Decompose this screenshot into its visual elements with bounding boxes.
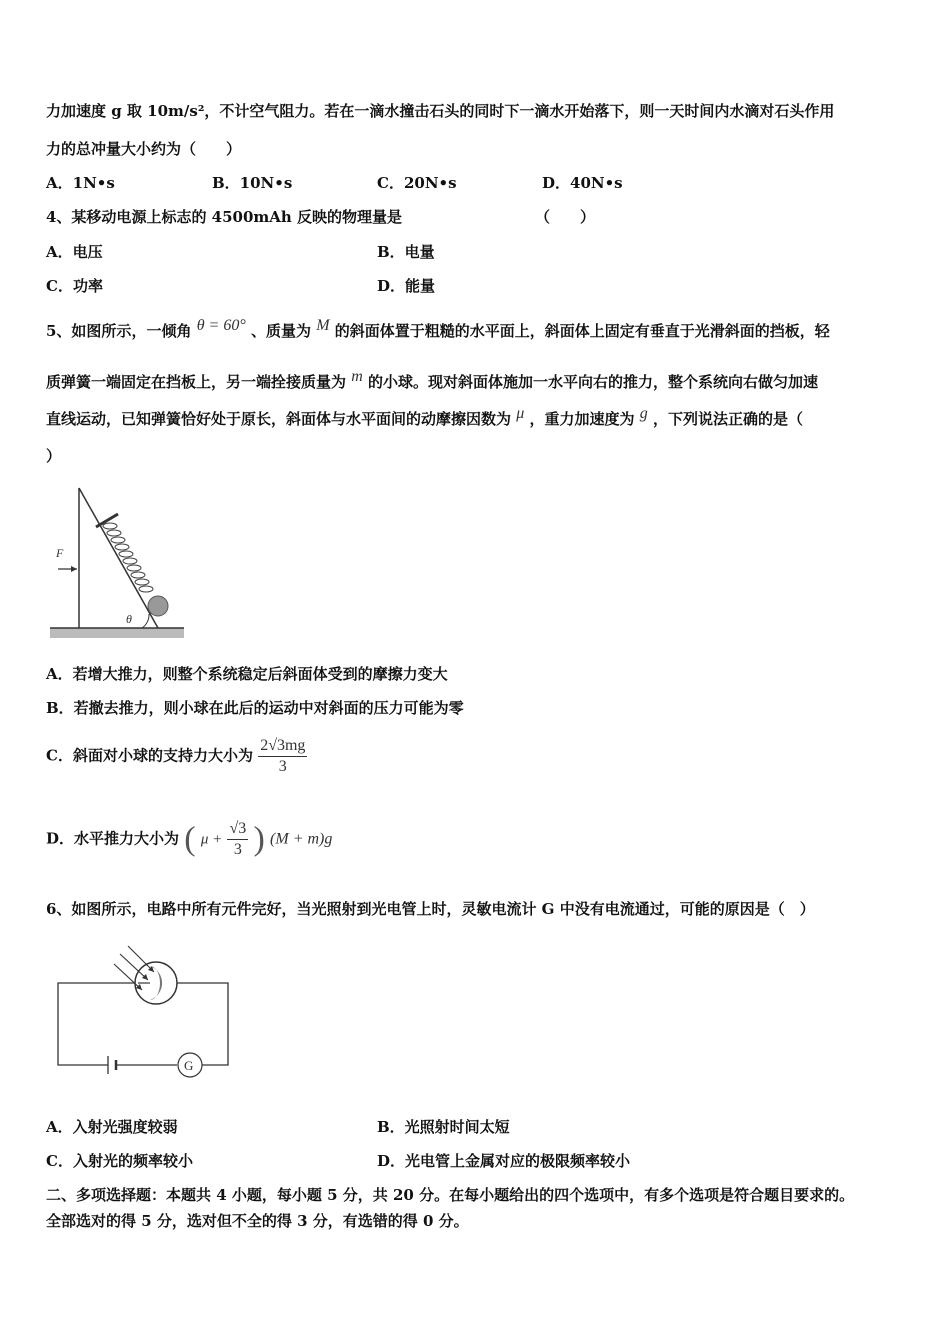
force-arrow-head	[71, 566, 77, 572]
q4-answer-paren: （ ）	[535, 208, 596, 226]
mass-m: m	[351, 368, 363, 385]
q5-stem-line1: 5、如图所示，一倾角 θ = 60° 、质量为 M 的斜面体置于粗糙的水平面上，斜面体上固定有垂直于光滑斜面的挡板，轻	[46, 317, 830, 340]
theta-value: θ = 60°	[196, 317, 246, 334]
q4-option-a[interactable]: A．电压	[46, 243, 103, 261]
q4-option-d[interactable]: D．能量	[377, 277, 436, 295]
q5-option-d-fraction: $\frac{√3}{3}$	[229, 820, 247, 858]
g-symbol: g	[639, 405, 648, 422]
incline-slope	[79, 488, 158, 628]
q5-option-a[interactable]: A．若增大推力，则整个系统稳定后斜面体受到的摩擦力变大	[46, 665, 448, 683]
q5-stem-line2: 质弹簧一端固定在挡板上，另一端拴接质量为 m 的小球。现对斜面体施加一水平向右的推力，整个系统向右做匀加速	[46, 368, 819, 391]
q4-stem: 4、某移动电源上标志的 4500mAh 反映的物理量是	[46, 208, 403, 226]
ball	[148, 596, 168, 616]
q3-stem-line1: 力加速度 g 取 10m/s²，不计空气阻力。若在一滴水撞击石头的同时下一滴水开始落下，则一天时间内水滴对石头作用	[46, 102, 835, 120]
q5-option-c[interactable]: C．斜面对小球的支持力大小为 $\frac{2√3mg}{3}$	[46, 737, 306, 775]
q3-option-a[interactable]: A．1N•s	[46, 174, 115, 192]
q5-option-d[interactable]: D．水平推力大小为 ( μ + $\frac{√3}{3}$ ) (M + m)g	[46, 820, 333, 858]
q5-stem-line3: 直线运动，已知弹簧恰好处于原长，斜面体与水平面间的动摩擦因数为 μ ，重力加速度为 g ，下列说法正确的是（	[46, 405, 804, 428]
photocell-circuit-figure	[50, 936, 235, 1081]
galvanometer-label: G	[184, 1058, 194, 1073]
q6-stem: 6、如图所示，电路中所有元件完好，当光照射到光电管上时，灵敏电流计 G 中没有电流通过，可能的原因是（ ）	[46, 900, 815, 918]
q6-option-d[interactable]: D．光电管上金属对应的极限频率较小	[377, 1152, 631, 1170]
spring	[103, 523, 153, 592]
barrier-plate	[96, 514, 118, 527]
mass-M: M	[316, 317, 330, 334]
q6-option-b[interactable]: B．光照射时间太短	[377, 1118, 510, 1136]
wire-left	[58, 983, 135, 1065]
wire-right	[176, 983, 228, 1065]
q3-option-b[interactable]: B．10N•s	[212, 174, 293, 192]
mu-symbol: μ	[516, 405, 525, 422]
force-label: F	[56, 546, 64, 560]
q6-option-c[interactable]: C．入射光的频率较小	[46, 1152, 193, 1170]
q5-option-b[interactable]: B．若撤去推力，则小球在此后的运动中对斜面的压力可能为零	[46, 699, 464, 717]
ground-hatch	[50, 628, 184, 638]
angle-label: θ	[126, 612, 132, 626]
q3-option-c[interactable]: C．20N•s	[377, 174, 457, 192]
section2-instructions-line2: 全部选对的得 5 分，选对但不全的得 3 分，有选错的得 0 分。	[46, 1212, 469, 1230]
q4-option-b[interactable]: B．电量	[377, 243, 435, 261]
incline-spring-figure	[46, 480, 191, 645]
q4-option-c[interactable]: C．功率	[46, 277, 103, 295]
section2-instructions-line1: 二、多项选择题：本题共 4 小题，每小题 5 分，共 20 分。在每小题给出的四个选项中，有多个选项是符合题目要求的。	[46, 1186, 855, 1204]
q6-option-a[interactable]: A．入射光强度较弱	[46, 1118, 178, 1136]
q3-stem-line2: 力的总冲量大小约为（ ）	[46, 140, 242, 158]
q5-stem-line4: ）	[46, 447, 62, 465]
q3-option-d[interactable]: D．40N•s	[542, 174, 623, 192]
q5-option-c-fraction: $\frac{2√3mg}{3}$	[260, 737, 306, 775]
angle-arc	[142, 614, 149, 628]
